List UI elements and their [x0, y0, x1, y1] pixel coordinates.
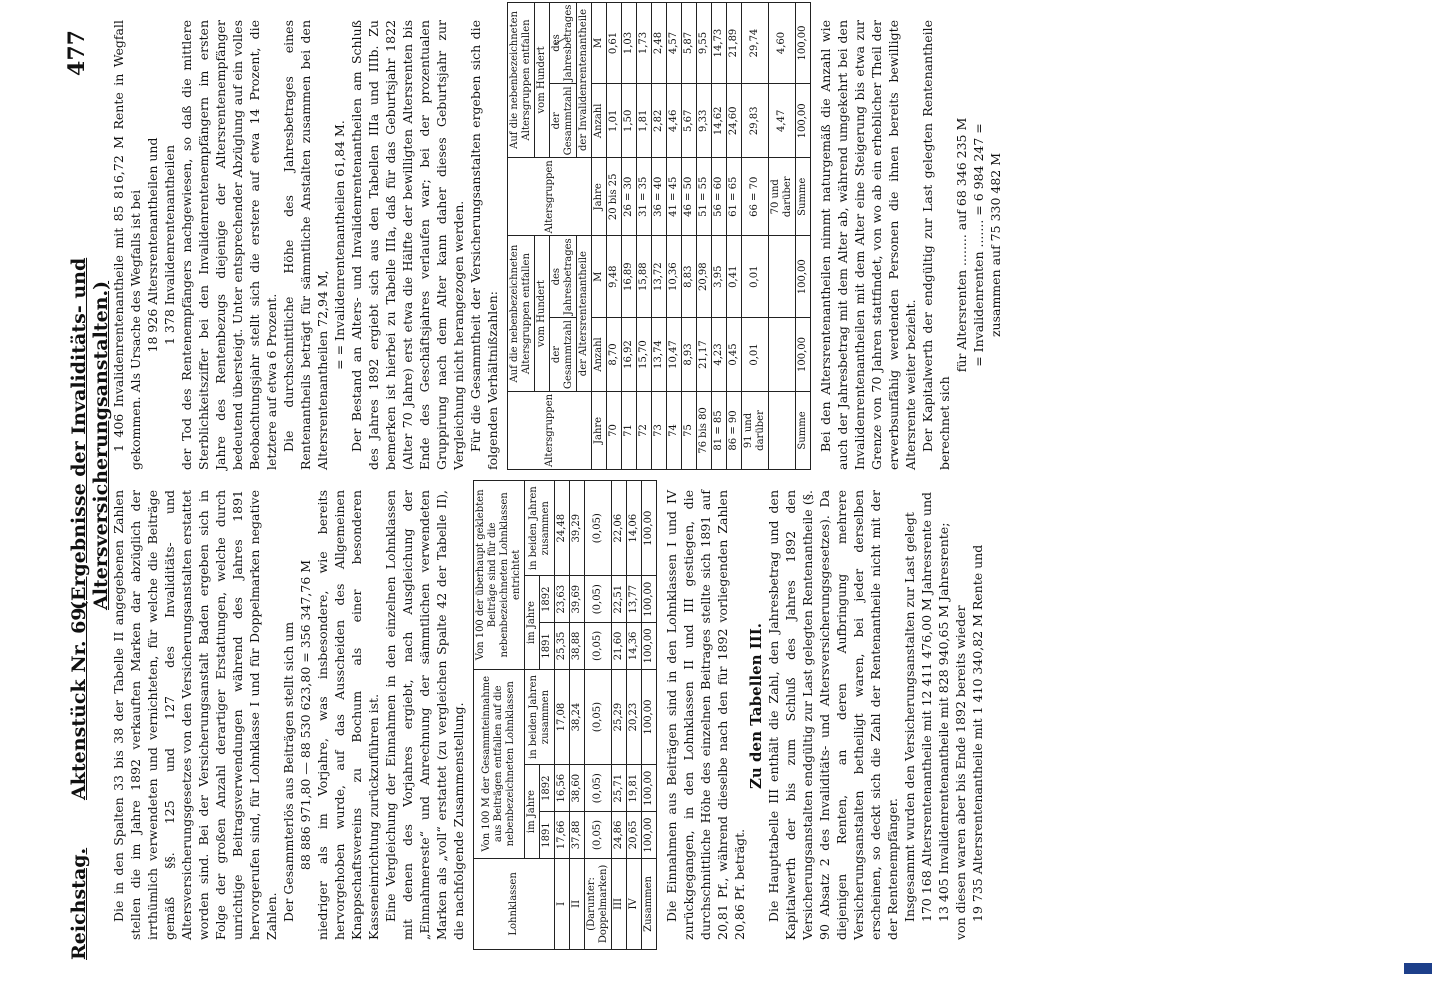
table-cell: 24,86 — [612, 812, 627, 859]
table-cell: 22,51 — [612, 576, 627, 623]
table-cell: 73 — [652, 391, 667, 469]
table-cell: Summe — [796, 391, 811, 469]
table-cell: 74 — [667, 391, 682, 469]
table-row — [769, 2, 796, 469]
paragraph: Für die Gesammtheit der Versicherungsanstalten ergeben sich die folgenden Verhältnißzahlen: — [468, 20, 500, 470]
table-cell: 1,50 — [622, 84, 637, 158]
table-cell — [769, 391, 796, 469]
table-header: des Jahresbetrages — [550, 236, 577, 318]
table-cell: 70 und darüber — [769, 158, 796, 236]
paragraph: Die Einnahmen aus Beiträgen sind in den Lohnklassen I und IV zurückgegangen, in den Lohnklassen II und III gestiegen, die durchschnittliche Höhe des einzelnen Beitrages stellte sich 1891 auf 20,81 Pf., während dieselbe nach den für 1892 vorliegenden Zahlen 20,86 Pf. beträgt. — [664, 490, 747, 940]
table-cell: (0,05) — [585, 481, 612, 576]
paragraph: Der Kapitalwerth der endgültig zur Last gelegten Rentenantheile berechnet sich — [920, 20, 952, 470]
table-header: in beiden Jahren zusammen — [525, 669, 555, 765]
table-cell: (0,05) — [585, 576, 612, 623]
table-header: 1891 — [540, 812, 555, 859]
table-row — [622, 2, 637, 469]
table-body — [607, 2, 811, 469]
table-cell: 100,00 — [796, 236, 811, 318]
table-cell: 56 = 60 — [712, 158, 727, 236]
table-header: Von 100 M der Gesammteinnahme aus Beiträgen entfallen auf die nebenbezeichneten Lohnklassen — [474, 669, 525, 858]
table-cell: 1,73 — [637, 2, 652, 84]
paragraph: 19 735 Altersrentenantheile mit 1 410 340,82 M Rente und — [970, 544, 985, 922]
section-heading: Zu den Tabellen III. — [747, 622, 765, 790]
paragraph: 1 406 Invalidenrentenantheile mit 85 816,72 M Rente in Wegfall gekommen. Als Ursache des Wegfalls ist bei — [111, 20, 143, 470]
paragraph: 1 378 Invalidenrentenantheilen — [162, 144, 177, 346]
table-cell: 71 — [622, 391, 637, 469]
paragraph: Die in den Spalten 33 bis 38 der Tabelle II angegebenen Zahlen stellen die im Jahre 1892 verkauften Marken dar abzüglich der irrthümlich verwendeten und vernichteten, für welche die Beiträge gemäß §§. 125 und 127 des Invaliditäts- und Altersversicherungsgesetzes von den Versicherungsanstalten erstattet worden sind. Bei der Versicherungsanstalt Baden ergeben sich in Folge der großen Anzahl derartiger Erstattungen, welche durch unrichtige Beitragsverwendungen während des Jahres 1891 hervorgerufen sind, für Lohnklasse I und für Doppelmarken negative Zahlen. — [111, 490, 279, 940]
table-cell — [769, 318, 796, 392]
table-header: 1892 — [540, 765, 555, 812]
table-header: Altersgruppen — [508, 391, 592, 469]
table-cell: (0,05) — [585, 765, 612, 812]
table-cell: 14,06 — [627, 481, 642, 576]
table-cell: 4,47 — [769, 84, 796, 158]
paragraph: Der Bestand an Alters- und Invalidenrentenantheilen am Schluß des Jahres 1892 ergiebt sich aus den Tabellen IIIa und IIIb. Zu bemerken ist hierbei zu Tabelle IIIa, daß für das Geburtsjahr 1822 (Alter 70 Jahre) erst etwa die Hälfte der bewilligten Altersrenten bis Ende des Geschäftsjahres verlaufen war; bei der prozentualen Gruppirung nach dem Alter kann daher dieses Geburtsjahr zur Vergleichung nicht herangezogen werden. — [349, 20, 466, 470]
table-cell: 0,45 — [727, 318, 742, 392]
table-cell: 100,00 — [796, 2, 811, 84]
table-cell: III — [612, 858, 627, 949]
table-cell: 72 — [637, 391, 652, 469]
table-cell: 0,61 — [607, 2, 622, 84]
table-cell: Zusammen — [642, 858, 657, 949]
table-header: des Jahresbetrages — [550, 2, 577, 84]
dfg-logo — [1404, 963, 1432, 974]
table-cell: 37,88 — [570, 812, 585, 859]
table-cell: 0,41 — [727, 236, 742, 318]
table-cell: 25,29 — [612, 669, 627, 765]
table-header: Anzahl — [592, 318, 607, 392]
header-aktenstueck: Aktenstück Nr. 69. — [68, 600, 90, 800]
table-cell: 0,01 — [742, 236, 769, 318]
table-cell: 13,72 — [652, 236, 667, 318]
table-sum-row — [796, 2, 811, 469]
table-header: Anzahl — [592, 84, 607, 158]
table-header: im Jahre — [525, 576, 540, 669]
table-cell: 21,60 — [612, 623, 627, 670]
table-header: vom Hundert — [535, 236, 550, 392]
table-cell: 13,77 — [627, 576, 642, 623]
table-cell: 10,47 — [667, 318, 682, 392]
table-sum-row — [642, 481, 657, 950]
table-cell: (0,05) — [585, 812, 612, 859]
paragraph: zusammen auf 75 330 482 M — [988, 152, 1003, 338]
table-row — [570, 481, 585, 950]
table-cell: 4,23 — [712, 318, 727, 392]
table-cell: 100,00 — [642, 669, 657, 765]
table-cell: 10,36 — [667, 236, 682, 318]
table-cell: 39,29 — [570, 481, 585, 576]
table-cell: 22,06 — [612, 481, 627, 576]
lohnklassen-table — [473, 480, 657, 950]
table-cell: 17,66 — [555, 812, 570, 859]
table-cell: 25,71 — [612, 765, 627, 812]
table-cell: 8,70 — [607, 318, 622, 392]
table-cell: 31 = 35 — [637, 158, 652, 236]
table-cell: 1,03 — [622, 2, 637, 84]
text-column-left — [110, 486, 986, 944]
table-row — [682, 2, 697, 469]
paragraph: für Altersrenten ........ auf 68 346 235 M — [954, 117, 969, 373]
table-header: Jahre — [592, 158, 607, 236]
table-header: Auf die nebenbezeichneten Altersgruppen entfallen — [508, 236, 535, 392]
table-cell: 100,00 — [642, 812, 657, 859]
table-cell — [769, 236, 796, 318]
table-cell: 23,63 — [555, 576, 570, 623]
altersgruppen-table — [507, 2, 811, 470]
header-reichstag: Reichstag. — [68, 847, 90, 960]
page-number: 477 — [64, 30, 90, 76]
table-cell: 29,74 — [742, 2, 769, 84]
table-header: der Altersrentenantheile — [577, 236, 592, 392]
table-cell: 100,00 — [642, 765, 657, 812]
table-header: M — [592, 236, 607, 318]
paragraph: Bei den Altersrentenantheilen nimmt naturgemäß die Anzahl wie auch der Jahresbetrag mit dem Alter ab, während umgekehrt bei den Invalidenrentenantheilen mit dem Alter eine Steigerung bis etwa zur Grenze von 70 Jahren stattfindet, von wo ab ein erheblicher Theil der erwerbsunfähig werdenden Personen die ihnen bereits bewilligte Altersrente weiter bezieht. — [818, 20, 918, 470]
formula: 88 886 971,80 — 88 530 623,80 = 356 347,76 M — [298, 559, 313, 871]
paragraph: niedriger als im Vorjahre, was insbesondere, wie bereits hervorgehoben wurde, auf das Ausscheiden des Allgemeinen Knappschaftsvereins zu Bochum als einer besonderen Kasseneinrichtung zurückzuführen ist. — [315, 490, 381, 940]
table-cell: 16,89 — [622, 236, 637, 318]
table-cell: 70 — [607, 391, 622, 469]
table-cell: 29,83 — [742, 84, 769, 158]
table-header: der Invalidenrentenantheile — [577, 2, 592, 158]
table-cell: 15,88 — [637, 236, 652, 318]
table-cell: 13,74 — [652, 318, 667, 392]
table-cell: 1,81 — [637, 84, 652, 158]
table-header: Auf die nebenbezeichneten Altersgruppen entfallen — [508, 2, 535, 158]
table-cell: 24,60 — [727, 84, 742, 158]
table-cell: 91 und darüber — [742, 391, 769, 469]
table-cell: Summe — [796, 158, 811, 236]
table-row — [742, 2, 769, 469]
table-cell: 39,69 — [570, 576, 585, 623]
table-cell: I — [555, 858, 570, 949]
table-cell: 9,48 — [607, 236, 622, 318]
table-cell: 3,95 — [712, 236, 727, 318]
table-cell: 26 = 30 — [622, 158, 637, 236]
paragraph: = = Invalidenrentenantheilen 61,84 M. — [332, 120, 347, 370]
table-cell: 76 bis 80 — [697, 391, 712, 469]
table-row — [712, 2, 727, 469]
table-cell: 15,70 — [637, 318, 652, 392]
table-cell: 38,88 — [570, 623, 585, 670]
table-cell: 21,89 — [727, 2, 742, 84]
table-cell: 14,73 — [712, 2, 727, 84]
table-cell: 16,56 — [555, 765, 570, 812]
table-cell: 8,83 — [682, 236, 697, 318]
table-header: M — [592, 2, 607, 84]
table-header: der Gesammtzahl — [550, 84, 577, 158]
table-cell: 4,57 — [667, 2, 682, 84]
table-cell: 41 = 45 — [667, 158, 682, 236]
table-cell: 25,35 — [555, 623, 570, 670]
paragraph: 18 926 Altersrentenantheilen und — [145, 137, 160, 353]
paragraph: der Tod des Rentenempfängers nachgewiesen, so daß die mittlere Sterblichkeitsziffer bei den Invalidenrentenempfängern im ersten Jahre des Rentenbezugs diejenige der Altersrentenempfänger bedeutend übersteigt. Unter entsprechender Abzüglung auf ein volles Beobachtungsjahr stellt sich die erstere auf etwa 14 Prozent, die letztere auf etwa 6 Prozent. — [179, 20, 279, 470]
table-row — [667, 2, 682, 469]
table-cell: (Darunter: Doppelmarken) — [585, 858, 612, 949]
table-cell: 4,46 — [667, 84, 682, 158]
table-cell: 0,01 — [742, 318, 769, 392]
table-cell: 100,00 — [796, 84, 811, 158]
table-cell: 36 = 40 — [652, 158, 667, 236]
table-cell: 2,48 — [652, 2, 667, 84]
table-cell: 14,62 — [712, 84, 727, 158]
paragraph: = Invalidenrenten ....... = 6 984 247 = — [971, 123, 986, 367]
table-cell: 100,00 — [642, 576, 657, 623]
header-title: (Ergebnisse der Invaliditäts- und Altersversicherungsanstalten.) — [68, 257, 112, 610]
table-cell: 20 bis 25 — [607, 158, 622, 236]
table-row — [727, 2, 742, 469]
table-cell: 21,17 — [697, 318, 712, 392]
table-cell: 100,00 — [642, 623, 657, 670]
table-header: 1892 — [540, 576, 555, 623]
table-row — [607, 2, 622, 469]
table-cell: 19,81 — [627, 765, 642, 812]
paragraph: von diesen waren aber bis Ende 1892 bereits wieder — [953, 605, 968, 940]
table-row — [637, 2, 652, 469]
table-cell: 86 = 90 — [727, 391, 742, 469]
table-row — [612, 481, 627, 950]
table-cell: 9,55 — [697, 2, 712, 84]
table-row — [555, 481, 570, 950]
table-cell: 2,82 — [652, 84, 667, 158]
table-row — [627, 481, 642, 950]
paragraph: Der Gesammterlös aus Beiträgen stellt sich um — [281, 621, 296, 922]
table-cell: 8,93 — [682, 318, 697, 392]
table-cell: 66 = 70 — [742, 158, 769, 236]
table-cell: 38,60 — [570, 765, 585, 812]
table-cell: 51 = 55 — [697, 158, 712, 236]
table-cell: (0,05) — [585, 669, 612, 765]
table-cell: 24,48 — [555, 481, 570, 576]
table-cell: 17,08 — [555, 669, 570, 765]
table-cell: IV — [627, 858, 642, 949]
table-cell: (0,05) — [585, 623, 612, 670]
table-cell: II — [570, 858, 585, 949]
table-header: Altersgruppen — [508, 158, 592, 236]
paragraph: Die durchschnittliche Höhe des Jahresbetrages eines Rentenantheils beträgt für sämmtliche Anstalten zusammen bei den Altersrentenantheilen 72,94 M, — [281, 20, 330, 470]
table-row — [652, 2, 667, 469]
table-header: im Jahre — [525, 765, 540, 859]
table-cell: 1,01 — [607, 84, 622, 158]
table-header: Von 100 der überhaupt geklebten Beiträge sind für die nebenbezeichneten Lohnklassen entrichtet — [474, 481, 525, 670]
paragraph: 170 168 Altersrentenantheile mit 12 411 476,00 M Jahresrente und — [919, 492, 934, 922]
digitization-credit — [1408, 20, 1426, 980]
table-cell: 100,00 — [642, 481, 657, 576]
paragraph: Die Haupttabelle III enthält die Zahl, den Jahresbetrag und den Kapitalwerth der bis zum Schluß des Jahres 1892 den Versicherungsanstalten endgültig zur Last gelegten Rentenantheile (§. 90 Absatz 2 des Invaliditäts- und Altersversicherungsgesetzes). Da diejenigen Renten, an deren Aufbringung mehrere Versicherungsanstalten betheiligt waren, bei jeder derselben erscheinen, so deckt sich die Zahl der Rentenantheile nicht mit der der Rentenempfänger. — [766, 490, 900, 940]
table-row — [697, 2, 712, 469]
table-cell: 14,36 — [627, 623, 642, 670]
table-row — [585, 481, 612, 950]
table-cell: 20,65 — [627, 812, 642, 859]
table-cell: 20,23 — [627, 669, 642, 765]
table-cell: 4,60 — [769, 2, 796, 84]
table-cell: 16,92 — [622, 318, 637, 392]
table-cell: 20,98 — [697, 236, 712, 318]
page-header — [60, 30, 112, 960]
table-cell: 75 — [682, 391, 697, 469]
text-column-right — [110, 4, 1004, 470]
table-cell: 100,00 — [796, 318, 811, 392]
paragraph: 13 405 Invalidenrentenantheile mit 828 940,65 M Jahresrente; — [936, 522, 951, 922]
table-cell: 46 = 50 — [682, 158, 697, 236]
table-cell: 38,24 — [570, 669, 585, 765]
table-header: Jahre — [592, 391, 607, 469]
table-header: der Gesammtzahl — [550, 318, 577, 392]
table-cell: 81 = 85 — [712, 391, 727, 469]
table-header: vom Hundert — [535, 2, 550, 158]
table-cell: 61 = 65 — [727, 158, 742, 236]
table-cell: 9,33 — [697, 84, 712, 158]
table-cell: 5,67 — [682, 84, 697, 158]
table-header: 1891 — [540, 623, 555, 670]
table-header: Lohnklassen — [474, 858, 555, 949]
table-cell: 5,87 — [682, 2, 697, 84]
table-header: in beiden Jahren zusammen — [525, 481, 555, 576]
paragraph: Eine Vergleichung der Einnahmen in den einzelnen Lohnklassen mit denen des Vorjahres ergiebt, nach Ausgleichung der „Einnahmereste“ und Anrechnung der sämmtlichen verwendeten Marken als „voll“ erstattet (zu vergleichen Spalte 42 der Tabelle II), die nachfolgende Zusammenstellung. — [383, 490, 466, 940]
paragraph: Insgesammt wurden den Versicherungsanstalten zur Last gelegt — [902, 512, 917, 922]
